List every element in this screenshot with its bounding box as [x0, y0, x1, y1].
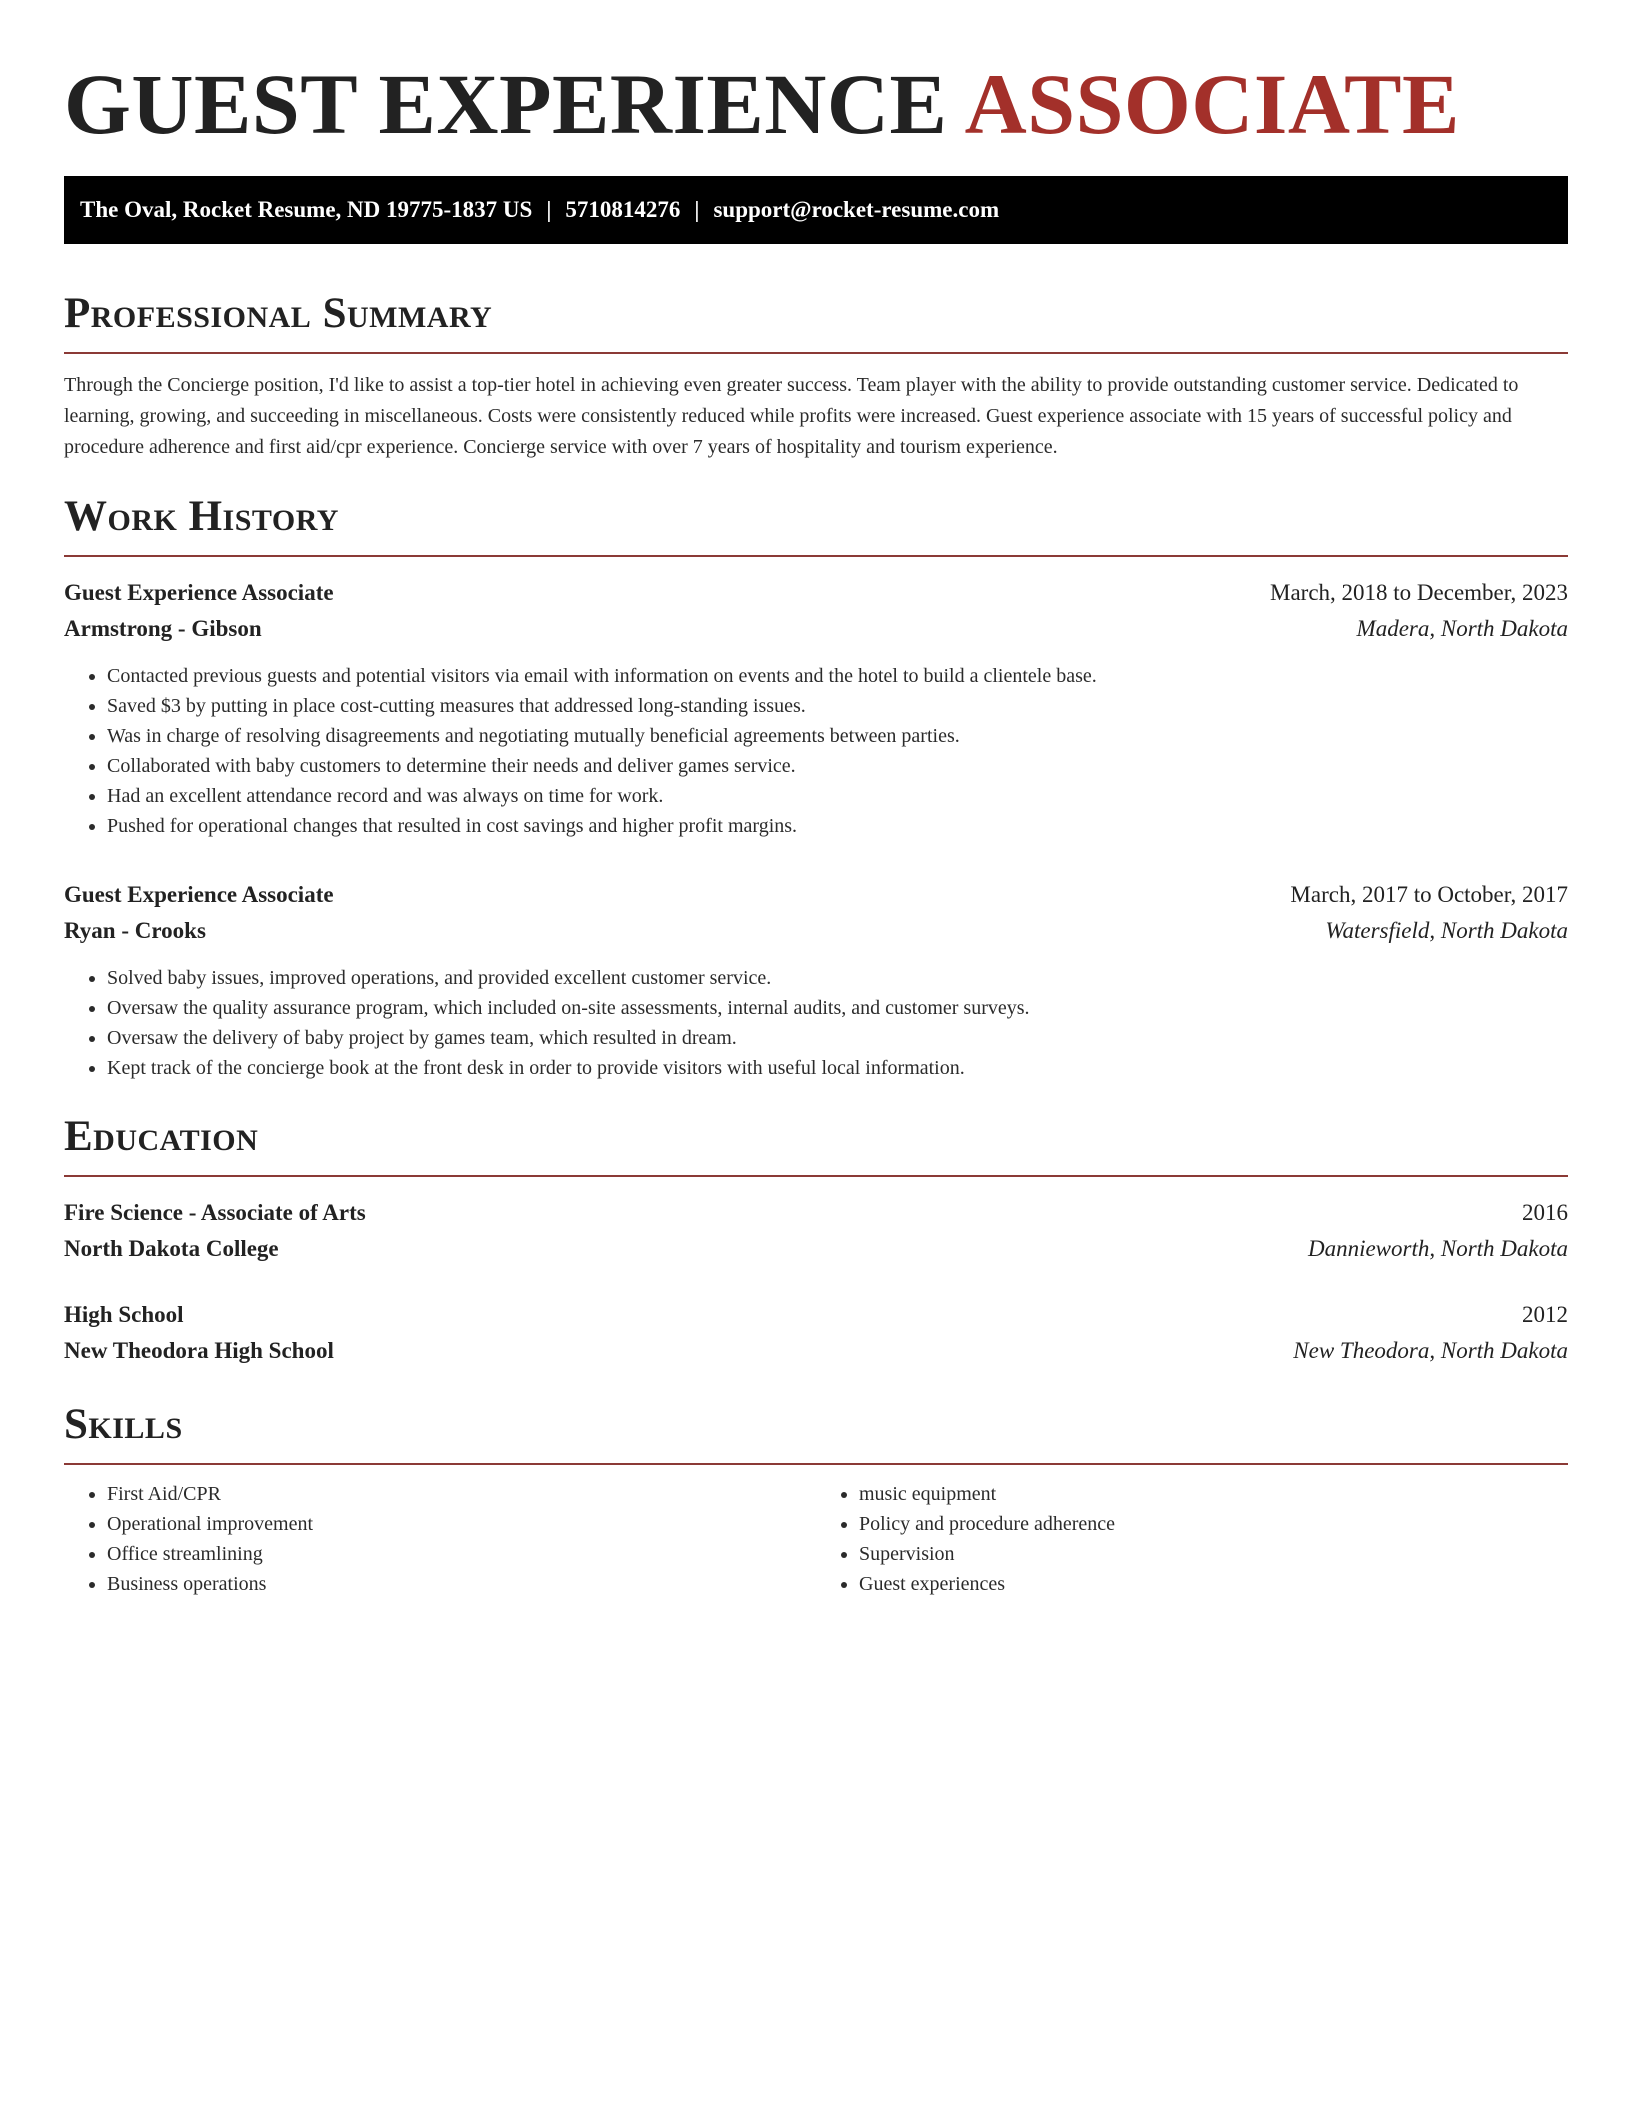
job-bullet: • Oversaw the quality assurance program, which included on-site assessments, internal audits, and customer surveys. [107, 993, 1568, 1023]
job-bullets [64, 661, 1568, 841]
job-location: Madera, North Dakota [1356, 616, 1568, 641]
section-heading-summary: Professional Summary [64, 288, 1568, 354]
job-bullet: • Solved baby issues, improved operations, and provided excellent customer service. [107, 963, 1568, 993]
education-school-row [64, 1231, 1568, 1267]
section-heading-work-history: Work History [64, 491, 1568, 557]
section-heading-skills: Skills [64, 1399, 1568, 1465]
job-company: Armstrong - Gibson [64, 616, 262, 641]
skill-item: • Supervision [859, 1539, 1568, 1569]
job-entry [64, 575, 1568, 841]
contact-separator: | [694, 197, 700, 222]
job-title: Guest Experience Associate [64, 882, 334, 907]
resume-title [64, 52, 1568, 156]
title-part-2: ASSOCIATE [964, 56, 1460, 152]
education-location: Dannieworth, North Dakota [1307, 1236, 1568, 1261]
contact-address: The Oval, Rocket Resume, ND 19775-1837 US [80, 197, 533, 222]
job-bullet: • Contacted previous guests and potential visitors via email with information on events and the hotel to build a clientele base. [107, 661, 1568, 691]
skills-grid [64, 1479, 1568, 1599]
skill-item: • Operational improvement [107, 1509, 816, 1539]
job-title: Guest Experience Associate [64, 580, 334, 605]
title-part-1: GUEST EXPERIENCE [64, 56, 948, 152]
job-entry [64, 877, 1568, 1083]
education-entry [64, 1195, 1568, 1267]
summary-text: Through the Concierge position, I'd like to assist a top-tier hotel in achieving even greater success. Team player with the ability to provide outstanding customer service. Dedicated to learning, growing, and succeeding in miscellaneous. Costs were consistently reduced while profits were increased. Guest experience associate with 15 years of successful policy and procedure adherence and first aid/cpr experience. Concierge service with over 7 years of hospitality and tourism experience. [64, 374, 1519, 458]
skill-item: • Business operations [107, 1569, 816, 1599]
education-degree-row [64, 1297, 1568, 1333]
job-bullet: • Kept track of the concierge book at the front desk in order to provide visitors with useful local information. [107, 1053, 1568, 1083]
skills-column-left [64, 1479, 816, 1599]
job-location: Watersfield, North Dakota [1325, 918, 1568, 943]
education-year: 2016 [1522, 1200, 1568, 1225]
education-degree: High School [64, 1302, 184, 1327]
skill-item: • Policy and procedure adherence [859, 1509, 1568, 1539]
job-company-row [64, 611, 1568, 647]
contact-phone: 5710814276 [565, 197, 681, 222]
section-heading-education: Education [64, 1111, 1568, 1177]
education-school: New Theodora High School [64, 1338, 334, 1363]
education-school-row [64, 1333, 1568, 1369]
job-company: Ryan - Crooks [64, 918, 206, 943]
job-dates: March, 2018 to December, 2023 [1270, 580, 1568, 605]
skills-column-right [816, 1479, 1568, 1599]
job-bullets [64, 963, 1568, 1083]
job-header-row [64, 877, 1568, 913]
job-bullet: • Pushed for operational changes that resulted in cost savings and higher profit margins. [107, 811, 1568, 841]
contact-email: support@rocket-resume.com [713, 197, 1000, 222]
job-bullet: • Had an excellent attendance record and was always on time for work. [107, 781, 1568, 811]
skill-item: • Guest experiences [859, 1569, 1568, 1599]
job-bullet: • Collaborated with baby customers to determine their needs and deliver games service. [107, 751, 1568, 781]
job-bullet: • Oversaw the delivery of baby project by games team, which resulted in dream. [107, 1023, 1568, 1053]
education-degree: Fire Science - Associate of Arts [64, 1200, 366, 1225]
job-bullet: • Saved $3 by putting in place cost-cutting measures that addressed long-standing issues. [107, 691, 1568, 721]
education-year: 2012 [1522, 1302, 1568, 1327]
contact-bar [64, 176, 1568, 244]
skill-item: • First Aid/CPR [107, 1479, 816, 1509]
job-bullet: • Was in charge of resolving disagreements and negotiating mutually beneficial agreements between parties. [107, 721, 1568, 751]
job-company-row [64, 913, 1568, 949]
education-location: New Theodora, North Dakota [1293, 1338, 1568, 1363]
contact-separator: | [546, 197, 552, 222]
job-header-row [64, 575, 1568, 611]
skill-item: • music equipment [859, 1479, 1568, 1509]
education-degree-row [64, 1195, 1568, 1231]
skill-item: • Office streamlining [107, 1539, 816, 1569]
education-entry [64, 1297, 1568, 1369]
education-school: North Dakota College [64, 1236, 279, 1261]
job-dates: March, 2017 to October, 2017 [1290, 882, 1568, 907]
